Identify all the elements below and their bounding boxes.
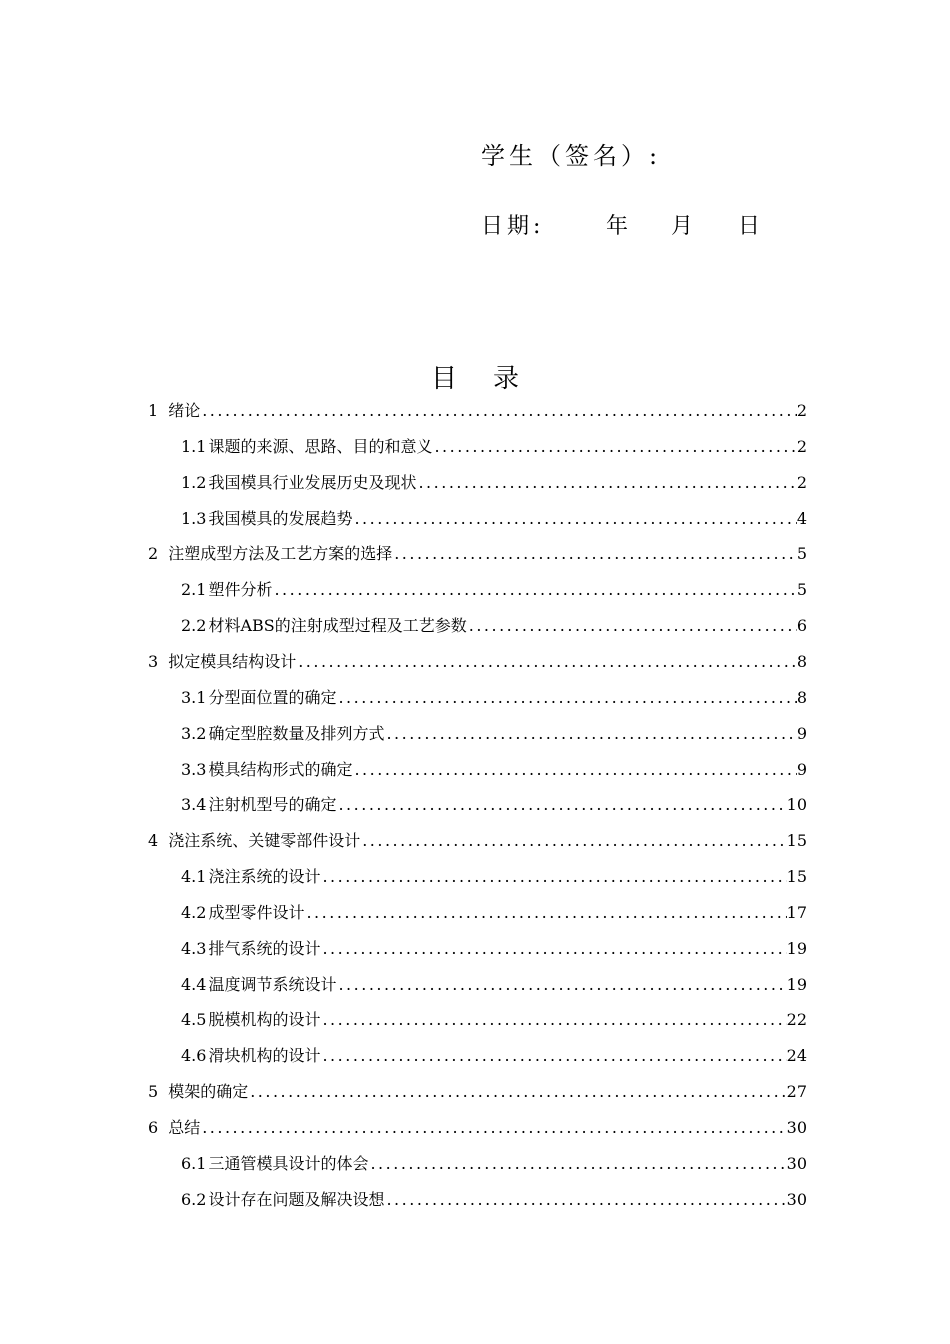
toc-leader-dots — [320, 1044, 786, 1068]
toc-entry-page: 5 — [796, 580, 807, 599]
toc-entry-label — [181, 471, 416, 495]
toc-entry-page: 24 — [786, 1046, 807, 1065]
toc-entry-2-1[interactable] — [181, 578, 807, 602]
toc-entry-1-3[interactable] — [181, 507, 807, 531]
toc-entry-label — [181, 1188, 384, 1212]
toc-entry-number: 6.1 — [181, 1154, 207, 1173]
toc-leader-dots — [200, 399, 797, 423]
toc-entry-title: 注射机型号的确定 — [208, 795, 337, 814]
toc-entry-page: 2 — [796, 473, 807, 492]
toc-leader-dots — [336, 686, 796, 710]
toc-entry-page: 27 — [786, 1082, 807, 1101]
toc-entry-label — [181, 758, 352, 782]
toc-entry-label — [181, 865, 320, 889]
toc-entry-6[interactable] — [148, 1116, 807, 1140]
toc-leader-dots — [392, 542, 797, 566]
toc-entry-number: 3.2 — [181, 724, 207, 743]
toc-entry-label — [148, 1080, 248, 1104]
toc-entry-label — [181, 1008, 320, 1032]
toc-leader-dots — [336, 793, 786, 817]
toc-entry-title: 成型零件设计 — [208, 903, 305, 922]
toc-leader-dots — [304, 901, 786, 925]
toc-entry-title: 总结 — [168, 1118, 201, 1137]
toc-entry-4-3[interactable] — [181, 937, 807, 961]
toc-entry-2[interactable] — [148, 542, 807, 566]
toc-entry-number: 6 — [148, 1118, 159, 1137]
toc-entry-4[interactable] — [148, 829, 807, 853]
month-label: 月 — [671, 214, 698, 239]
toc-leader-dots — [320, 937, 786, 961]
toc-entry-6-2[interactable] — [181, 1188, 807, 1212]
toc-entry-label — [181, 901, 304, 925]
toc-entry-title: 我国模具行业发展历史及现状 — [208, 473, 417, 492]
toc-entry-label — [181, 435, 432, 459]
toc-entry-page: 9 — [796, 724, 807, 743]
toc-entry-3-1[interactable] — [181, 686, 807, 710]
toc-entry-number: 4.3 — [181, 939, 207, 958]
toc-entry-label — [181, 793, 336, 817]
toc-entry-number: 2.1 — [181, 580, 207, 599]
day-label: 日 — [738, 214, 765, 239]
toc-entry-page: 15 — [786, 831, 807, 850]
toc-leader-dots — [248, 1080, 786, 1104]
toc-leader-dots — [467, 614, 797, 638]
toc-entry-label — [148, 829, 360, 853]
toc-entry-title: 拟定模具结构设计 — [168, 652, 297, 671]
toc-entry-number: 4.6 — [181, 1046, 207, 1065]
toc-leader-dots — [272, 578, 796, 602]
toc-entry-label — [148, 399, 200, 423]
toc-entry-number: 1.3 — [181, 509, 207, 528]
toc-entry-title: 模架的确定 — [168, 1082, 249, 1101]
toc-leader-dots — [320, 865, 786, 889]
toc-entry-label — [148, 542, 392, 566]
toc-entry-2-2[interactable] — [181, 614, 807, 638]
toc-entry-title: 滑块机构的设计 — [208, 1046, 321, 1065]
toc-entry-number: 1 — [148, 401, 159, 420]
toc-entry-4-5[interactable] — [181, 1008, 807, 1032]
toc-leader-dots — [296, 650, 797, 674]
toc-entry-number: 1.2 — [181, 473, 207, 492]
toc-entry-page: 19 — [786, 975, 807, 994]
toc-entry-label — [181, 507, 352, 531]
student-signature-label: 学生（签名）: — [481, 142, 662, 170]
toc-entry-page: 19 — [786, 939, 807, 958]
toc-leader-dots — [336, 973, 786, 997]
toc-entry-label — [181, 937, 320, 961]
toc-leader-dots — [200, 1116, 786, 1140]
toc-entry-number: 4 — [148, 831, 159, 850]
toc-entry-3-2[interactable] — [181, 722, 807, 746]
toc-entry-label — [181, 973, 336, 997]
toc-entry-page: 9 — [796, 760, 807, 779]
toc-leader-dots — [352, 758, 796, 782]
toc-leader-dots — [384, 1188, 786, 1212]
toc-entry-5[interactable] — [148, 1080, 807, 1104]
toc-entry-title: 注塑成型方法及工艺方案的选择 — [168, 544, 393, 563]
toc-entry-title: 排气系统的设计 — [208, 939, 321, 958]
toc-entry-page: 2 — [796, 437, 807, 456]
toc-entry-page: 10 — [786, 795, 807, 814]
toc-entry-page: 22 — [786, 1010, 807, 1029]
toc-entry-3[interactable] — [148, 650, 807, 674]
toc-entry-3-4[interactable] — [181, 793, 807, 817]
toc-title: 目录 — [430, 364, 555, 394]
toc-leader-dots — [384, 722, 796, 746]
toc-leader-dots — [360, 829, 786, 853]
toc-entry-number: 3.1 — [181, 688, 207, 707]
toc-entry-page: 4 — [796, 509, 807, 528]
toc-entry-title: 温度调节系统设计 — [208, 975, 337, 994]
toc-entry-page: 30 — [786, 1118, 807, 1137]
toc-entry-number: 3.3 — [181, 760, 207, 779]
year-label: 年 — [606, 214, 633, 239]
toc-entry-6-1[interactable] — [181, 1152, 807, 1176]
toc-entry-page: 8 — [796, 688, 807, 707]
toc-entry-1[interactable] — [148, 399, 807, 423]
toc-entry-number: 1.1 — [181, 437, 207, 456]
toc-entry-title: 三通管模具设计的体会 — [208, 1154, 369, 1173]
toc-entry-title: 塑件分析 — [208, 580, 273, 599]
toc-entry-page: 2 — [796, 401, 807, 420]
toc-entry-page: 15 — [786, 867, 807, 886]
toc-leader-dots — [432, 435, 796, 459]
toc-entry-page: 5 — [796, 544, 807, 563]
toc-entry-page: 30 — [786, 1154, 807, 1173]
toc-entry-number: 4.5 — [181, 1010, 207, 1029]
toc-entry-label — [148, 1116, 200, 1140]
toc-entry-1-2[interactable] — [181, 471, 807, 495]
toc-entry-page: 17 — [786, 903, 807, 922]
toc-entry-4-6[interactable] — [181, 1044, 807, 1068]
toc-entry-title: 脱模机构的设计 — [208, 1010, 321, 1029]
date-label: 日期: — [481, 214, 545, 239]
toc-entry-3-3[interactable] — [181, 758, 807, 782]
toc-entry-number: 3.4 — [181, 795, 207, 814]
toc-entry-label — [148, 650, 296, 674]
toc-leader-dots — [352, 507, 796, 531]
toc-leader-dots — [416, 471, 796, 495]
toc-entry-label — [181, 578, 272, 602]
toc-entry-title: 绪论 — [168, 401, 201, 420]
toc-entry-label — [181, 1044, 320, 1068]
toc-entry-label — [181, 614, 467, 638]
toc-leader-dots — [368, 1152, 786, 1176]
toc-entry-number: 3 — [148, 652, 159, 671]
toc-entry-label — [181, 1152, 368, 1176]
toc-entry-title: 分型面位置的确定 — [208, 688, 337, 707]
toc-entry-number: 4.4 — [181, 975, 207, 994]
toc-entry-page: 6 — [796, 616, 807, 635]
toc-entry-label — [181, 686, 336, 710]
toc-entry-number: 2.2 — [181, 616, 207, 635]
toc-entry-title: 材料ABS的注射成型过程及工艺参数 — [208, 616, 467, 635]
toc-entry-title: 浇注系统、关键零部件设计 — [168, 831, 361, 850]
toc-entry-page: 30 — [786, 1190, 807, 1209]
toc-entry-title: 课题的来源、思路、目的和意义 — [208, 437, 433, 456]
toc-entry-title: 确定型腔数量及排列方式 — [208, 724, 385, 743]
toc-entry-4-4[interactable] — [181, 973, 807, 997]
toc-entry-label — [181, 722, 384, 746]
toc-entry-number: 2 — [148, 544, 159, 563]
toc-entry-title: 模具结构形式的确定 — [208, 760, 353, 779]
toc-entry-number: 4.1 — [181, 867, 207, 886]
toc-leader-dots — [320, 1008, 786, 1032]
toc-entry-page: 8 — [796, 652, 807, 671]
toc-entry-number: 4.2 — [181, 903, 207, 922]
toc-entry-4-1[interactable] — [181, 865, 807, 889]
toc-entry-number: 5 — [148, 1082, 159, 1101]
toc-entry-title: 浇注系统的设计 — [208, 867, 321, 886]
toc-entry-title: 我国模具的发展趋势 — [208, 509, 353, 528]
toc-entry-title: 设计存在问题及解决设想 — [208, 1190, 385, 1209]
toc-entry-number: 6.2 — [181, 1190, 207, 1209]
toc-entry-4-2[interactable] — [181, 901, 807, 925]
toc-entry-1-1[interactable] — [181, 435, 807, 459]
